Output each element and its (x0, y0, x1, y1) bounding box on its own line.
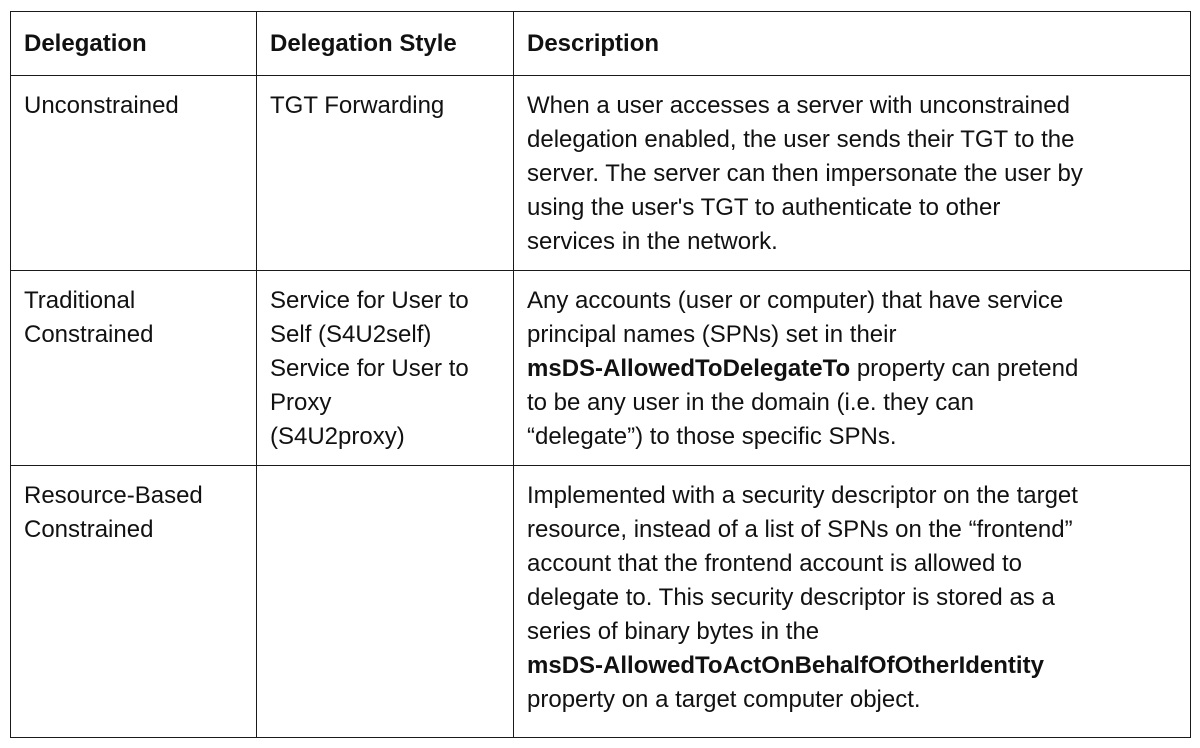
attribute-name: msDS-AllowedToDelegateTo (527, 355, 851, 382)
cell-delegation (11, 271, 257, 466)
description-line: using the user's TGT to authenticate to other (527, 194, 1001, 221)
cell-text: Service for User to (270, 355, 469, 382)
cell-text: Self (S4U2self) (270, 321, 432, 348)
cell-text: Constrained (24, 321, 154, 348)
header-row (11, 12, 1191, 76)
cell-description (514, 271, 1191, 466)
description-line: delegation enabled, the user sends their TGT to the (527, 126, 1075, 153)
cell-delegation-style (257, 466, 514, 738)
cell-text: Traditional (24, 287, 136, 314)
cell-text: Constrained (24, 516, 154, 543)
delegation-table (10, 11, 1191, 738)
table-row-resource-based-constrained (11, 466, 1191, 738)
description-line: to be any user in the domain (i.e. they can (527, 389, 974, 416)
description-line: resource, instead of a list of SPNs on the “frontend” (527, 516, 1073, 543)
table-row-traditional-constrained (11, 271, 1191, 466)
cell-delegation (11, 76, 257, 271)
description-line: series of binary bytes in the (527, 618, 820, 645)
header-delegation-style: Delegation Style (257, 12, 514, 76)
description-line: delegate to. This security descriptor is stored as a (527, 584, 1055, 611)
cell-text: Resource-Based (24, 482, 203, 509)
cell-delegation (11, 466, 257, 738)
cell-description (514, 466, 1191, 738)
description-line: Implemented with a security descriptor on the target (527, 482, 1078, 509)
cell-description (514, 76, 1191, 271)
description-line: server. The server can then impersonate the user by (527, 160, 1083, 187)
cell-delegation-style (257, 271, 514, 466)
cell-text: (S4U2proxy) (270, 423, 405, 450)
description-line: principal names (SPNs) set in their (527, 321, 897, 348)
description-line: “delegate”) to those specific SPNs. (527, 423, 897, 450)
description-line: property on a target computer object. (527, 686, 921, 713)
cell-text: Unconstrained (24, 92, 179, 119)
description-text: property can pretend (850, 355, 1079, 382)
cell-delegation-style (257, 76, 514, 271)
header-delegation: Delegation (11, 12, 257, 76)
description-line (527, 352, 1182, 386)
description-line: account that the frontend account is allowed to (527, 550, 1022, 577)
description-line: When a user accesses a server with unconstrained (527, 92, 1070, 119)
cell-text: Proxy (270, 389, 332, 416)
description-line: services in the network. (527, 228, 778, 255)
cell-text: TGT Forwarding (270, 92, 445, 119)
table-row-unconstrained (11, 76, 1191, 271)
attribute-name: msDS-AllowedToActOnBehalfOfOtherIdentity (527, 652, 1044, 679)
description-line: Any accounts (user or computer) that have service (527, 287, 1064, 314)
header-description: Description (514, 12, 1191, 76)
cell-text: Service for User to (270, 287, 469, 314)
